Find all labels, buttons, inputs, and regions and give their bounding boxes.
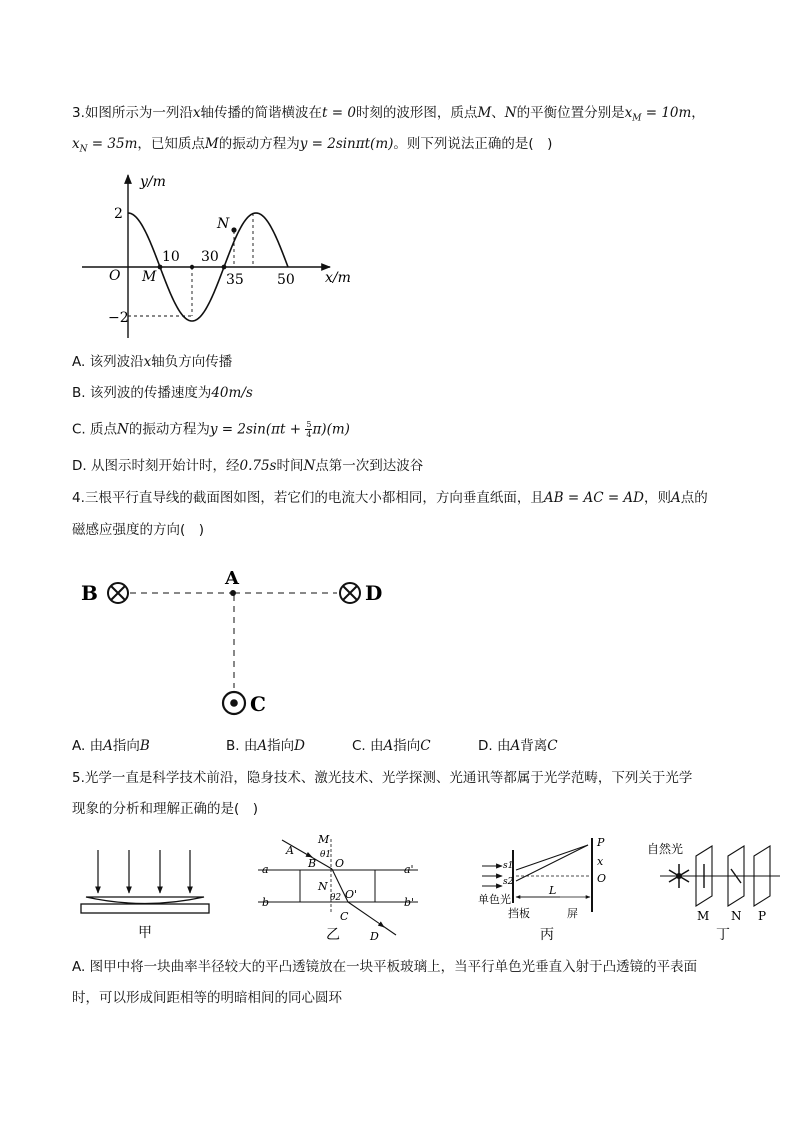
- q5-line-2: 现象的分析和理解正确的是( ): [72, 801, 259, 817]
- svg-text:O: O: [335, 857, 345, 870]
- svg-text:N: N: [318, 880, 328, 893]
- svg-text:b': b': [404, 896, 415, 909]
- svg-text:P: P: [758, 909, 767, 923]
- q5-option-A-line-2[interactable]: 时，可以形成间距相等的明暗相间的同心圆环: [72, 990, 342, 1006]
- q3-line-1: 3.如图所示为一列沿x轴传播的简谐横波在t = 0时刻的波形图，质点M、N的平衡位置分别是$x_M = 10m$，: [72, 105, 705, 124]
- q4-option-C[interactable]: C. 由A指向C: [352, 738, 431, 754]
- q4-line-2: 磁感应强度的方向( ): [72, 522, 205, 538]
- svg-text:O: O: [597, 872, 607, 885]
- q4-label-B: B: [81, 581, 98, 605]
- svg-text:a: a: [262, 863, 269, 876]
- q5-number: 5.: [72, 770, 85, 786]
- svg-text:M: M: [697, 909, 710, 923]
- q4-label-C: C: [250, 692, 266, 716]
- q3-label-M: M: [142, 269, 157, 285]
- svg-text:屏: 屏: [567, 907, 578, 920]
- svg-text:自然光: 自然光: [647, 842, 684, 856]
- q3-option-C[interactable]: C. 质点N的振动方程为y = 2sin(πt + $\frac{5}{4}$ π)(m): [72, 420, 350, 439]
- q5-line-1: 5.光学一直是科学技术前沿，隐身技术、激光技术、光学探测、光通讯等都属于光学范畴，下列关于光学: [72, 770, 693, 786]
- q3-y-axis-label: y/m: [140, 174, 166, 190]
- q3-option-B[interactable]: B. 该列波的传播速度为40m/s: [72, 385, 253, 401]
- q4-line-1: 4.三根平行直导线的截面图如图，若它们的电流大小都相同，方向垂直纸面，且AB = AC = AD，则A点的: [72, 490, 708, 506]
- svg-text:D: D: [370, 930, 379, 943]
- q4-option-D[interactable]: D. 由A背离C: [478, 738, 558, 754]
- q3-option-A[interactable]: A. 该列波沿x轴负方向传播: [72, 354, 233, 370]
- q4-option-B[interactable]: B. 由A指向D: [226, 738, 305, 754]
- svg-text:A: A: [286, 844, 294, 857]
- q3-tick-50: 50: [277, 272, 295, 288]
- svg-text:B: B: [308, 857, 317, 870]
- svg-text:N: N: [731, 909, 742, 923]
- svg-text:s2: s2: [503, 877, 514, 887]
- svg-text:乙: 乙: [326, 927, 340, 943]
- svg-text:s1: s1: [503, 861, 514, 871]
- svg-text:P: P: [597, 836, 605, 849]
- q3-tick-30: 30: [201, 249, 219, 265]
- svg-text:θ1: θ1: [320, 850, 332, 860]
- q4-number: 4.: [72, 490, 85, 506]
- svg-text:M: M: [318, 833, 330, 846]
- q4-label-D: D: [365, 581, 383, 605]
- q5-option-A-line-1[interactable]: A. 图甲中将一块曲率半径较大的平凸透镜放在一块平板玻璃上，当平行单色光垂直入射于凸透镜的平表面: [72, 959, 698, 975]
- svg-text:L: L: [549, 884, 557, 897]
- svg-text:O': O': [345, 888, 358, 901]
- q4-option-A[interactable]: A. 由A指向B: [72, 738, 150, 754]
- svg-text:x: x: [597, 855, 604, 868]
- q5-figure-bing: [478, 836, 606, 943]
- svg-text:丁: 丁: [716, 927, 730, 943]
- q5-figure-jia: [81, 850, 209, 941]
- q3-tick-35: 35: [226, 272, 244, 288]
- svg-text:C: C: [340, 910, 349, 923]
- q3-y-neg-label: −2: [108, 310, 129, 326]
- svg-text:b: b: [262, 896, 270, 909]
- q3-label-N: N: [217, 216, 230, 232]
- q4-label-A: A: [225, 568, 239, 589]
- svg-text:θ2: θ2: [330, 893, 342, 903]
- q5-figure-ding: [647, 841, 780, 943]
- q3-option-D[interactable]: D. 从图示时刻开始计时，经0.75s时间N点第一次到达波谷: [72, 458, 424, 474]
- svg-text:a': a': [404, 863, 414, 876]
- q5-figure-yi: [258, 833, 418, 943]
- svg-text:单色光: 单色光: [478, 893, 511, 906]
- q3-number: 3.: [72, 105, 85, 121]
- q3-y-pos-label: 2: [114, 206, 123, 222]
- svg-text:丙: 丙: [540, 927, 554, 943]
- svg-text:挡板: 挡板: [508, 907, 530, 920]
- svg-text:甲: 甲: [138, 925, 152, 941]
- q3-origin-label: O: [109, 268, 121, 284]
- q3-line-2: $x_N = 35m$，已知质点M的振动方程为y = 2sinπt(m)。则下列说法正确的是( ): [72, 136, 553, 155]
- q3-tick-10: 10: [162, 249, 180, 265]
- q3-x-axis-label: x/m: [325, 270, 351, 286]
